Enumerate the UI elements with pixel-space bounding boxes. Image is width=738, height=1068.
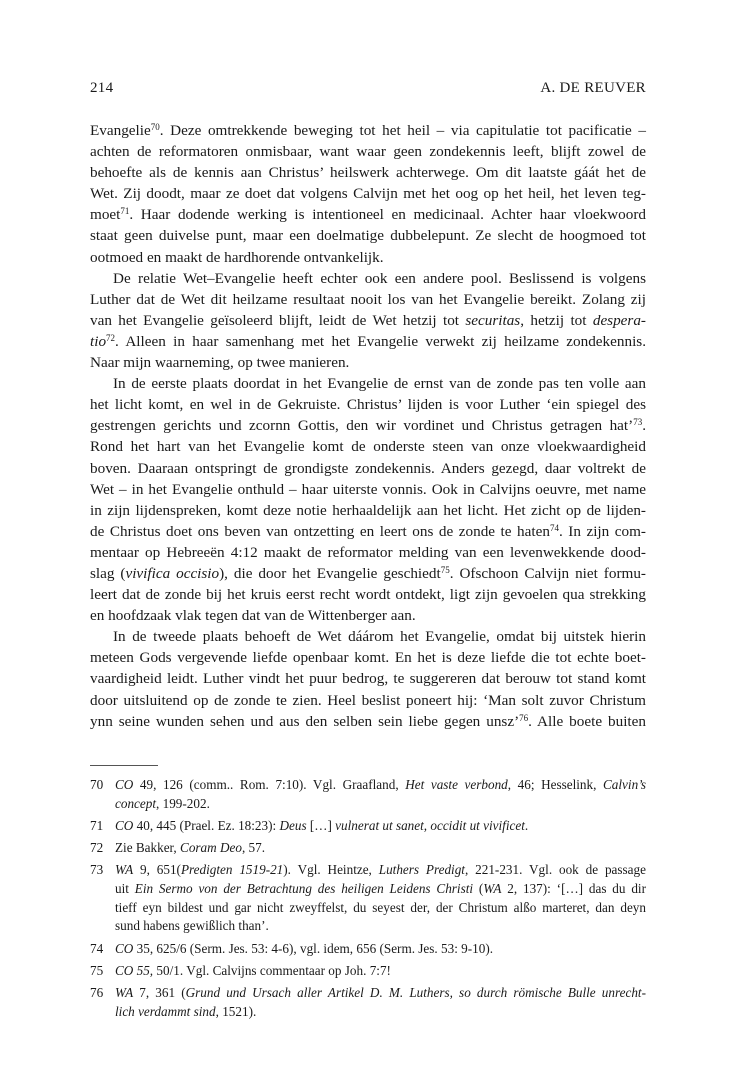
- footnote: [90, 962, 646, 981]
- text-line: mentaar op Hebreeën 4:12 maakt de reformator melding van een levenwekkende dood-: [90, 543, 646, 561]
- paragraph: [90, 120, 646, 268]
- page-number: 214: [90, 80, 114, 96]
- footnote-line: sund habens gewißlich than’.: [115, 918, 269, 934]
- text-line: meteen Gods vergevende liefde openbaar komt. En het is deze liefde die tot echte boet-: [90, 649, 646, 667]
- footnote: [90, 984, 646, 1021]
- text-line: het licht komt, en wel in de Gekruiste. Christus’ lijden is voor Luther ‘ein spiegel des: [90, 396, 646, 414]
- footnote-number: 75: [90, 962, 104, 978]
- footnote: [90, 776, 646, 813]
- paragraph: [90, 373, 646, 626]
- text-line: behoefte als de kennis aan Christus’ heilswerk achterwege. Om dit laatste gáát het de: [90, 164, 646, 182]
- text-line: tio$^{72}$. Alleen in haar samenhang met het Evangelie verwekt zij heilzame zondekennis.: [90, 332, 646, 350]
- text-line: van het Evangelie geïsoleerd blijft, leidt de Wet hetzij tot securitas, hetzij tot despera-: [90, 311, 646, 329]
- footnote: [90, 940, 646, 959]
- footnote-text: [115, 861, 646, 936]
- text-line: Wet – in het Evangelie onthuld – haar uiterste vonnis. Ook in Calvijns oeuvre, met name: [90, 480, 646, 498]
- text-line: Rond het hart van het Evangelie komt de onderste steen van onze vloekwaardigheid: [90, 438, 646, 456]
- footnote-text: [115, 839, 646, 858]
- footnote-line: lich verdammt sind, 1521).: [115, 1003, 257, 1019]
- footnote-number: 72: [90, 840, 104, 856]
- footnote-line: concept, 199-202.: [115, 795, 210, 811]
- footnote-line: uit Ein Sermo von der Betrachtung des heiligen Leidens Christi (WA 2, 137): ‘[…] das du dir: [115, 881, 646, 897]
- footnote-line: WA 7, 361 (Grund und Ursach aller Artikel D. M. Luthers, so durch römische Bulle unrecht-: [115, 985, 646, 1001]
- text-line: boven. Daaraan ontspringt de grondigste zondekennis. Anders gezegd, daar voltrekt de: [90, 459, 646, 477]
- text-line: door uitsluitend op de zonde te zien. Heel beslist poneert hij: ‘Man solt zuvor Christum: [90, 691, 646, 709]
- text-line: gestrengen gerichts und zcornn Gottis, den wir vordinet und Christus getragen hat’$^{73}$.: [90, 417, 646, 435]
- footnote-text: [115, 984, 646, 1021]
- text-line: leert dat de zonde bij het kruis eerst recht wordt ontdekt, ligt zijn gevoelen qua strekking: [90, 586, 646, 604]
- footnote-number: 70: [90, 777, 104, 792]
- footnote-line: CO 35, 625/6 (Serm. Jes. 53: 4-6), vgl. idem, 656 (Serm. Jes. 53: 9-10).: [115, 940, 494, 956]
- text-line: de Christus doet ons beven van ontzetting en leert ons de zonde te haten$^{74}$. In zijn com-: [90, 522, 646, 540]
- footnote-number: 73: [90, 862, 104, 878]
- text-line: De relatie Wet–Evangelie heeft echter ook een andere pool. Beslissend is volgens: [113, 269, 646, 287]
- text-line: ootmoed en maakt de hardhorende ontvankelijk.: [90, 248, 384, 266]
- paragraph: [90, 268, 646, 373]
- text-line: in zijn lijdenspreken, komt deze notie herhaaldelijk aan het licht. Het zicht op de lijden-: [90, 501, 646, 519]
- footnote-line: WA 9, 651(Predigten 1519-21). Vgl. Heintze, Luthers Predigt, 221-231. Vgl. ook de passage: [115, 862, 646, 878]
- text-line: staat geen duivelse punt, maar een doelmatige dubbelepunt. Ze slecht de hoogmoed tot: [90, 227, 646, 245]
- text-line: moet$^{71}$. Haar dodende werking is intentioneel en medicinaal. Achter haar vloekwoord: [90, 206, 646, 224]
- text-line: Evangelie$^{70}$. Deze omtrekkende beweging tot het heil – via capitulatie tot pacificatie –: [90, 122, 646, 139]
- footnotes: [90, 776, 646, 1025]
- footnote-number: 76: [90, 985, 104, 1001]
- footnote-line: Zie Bakker, Coram Deo, 57.: [115, 840, 266, 856]
- footnote-text: [115, 776, 646, 813]
- footnote: [90, 839, 646, 858]
- text-line: Luther dat de Wet dit heilzame resultaat nooit los van het Evangelie bereikt. Zolang zij: [90, 290, 646, 308]
- body-text: [90, 120, 646, 732]
- footnote: [90, 817, 646, 836]
- paragraph: [90, 626, 646, 731]
- footnote-line: CO 40, 445 (Prael. Ez. 18:23): Deus […] vulnerat ut sanet, occidit ut vivificet.: [115, 817, 529, 833]
- footnote-text: [115, 817, 646, 836]
- running-head: A. DE REUVER: [540, 80, 646, 96]
- text-line: ynn seine wunden sehen und aus den selben sein liebe gegen unsz’$^{76}$. Alle boete buiten: [90, 712, 646, 730]
- text-line: slag (vivifica occisio), die door het Evangelie geschiedt$^{75}$. Ofschoon Calvijn niet formu-: [90, 564, 646, 582]
- footnote-text: [115, 940, 646, 959]
- footnote-number: 74: [90, 940, 104, 956]
- text-line: en hoofdzaak vlak tegen dat van de Wittenberger aan.: [90, 607, 416, 625]
- footnote-line: CO 55, 50/1. Vgl. Calvijns commentaar op Joh. 7:7!: [115, 962, 391, 978]
- text-line: In de tweede plaats behoeft de Wet dáárom het Evangelie, omdat bij uitstek hierin: [113, 628, 646, 646]
- footnote-text: [115, 962, 646, 981]
- footnote: [90, 861, 646, 936]
- footnote-number: 71: [90, 817, 104, 833]
- footnote-rule: [90, 765, 158, 766]
- footnote-line: CO 49, 126 (comm.. Rom. 7:10). Vgl. Graafland, Het vaste verbond, 46; Hesselink, Calvin’s: [115, 777, 646, 792]
- text-line: achten de reformatoren onmisbaar, want waar geen zondekennis leeft, blijft zowel de: [90, 143, 646, 161]
- text-line: Wet. Zij doodt, maar ze doet dat volgens Calvijn met het oog op het heil, het leven teg-: [90, 185, 646, 203]
- text-line: In de eerste plaats doordat in het Evangelie de ernst van de zonde pas ten volle aan: [113, 375, 646, 393]
- text-line: vaardigheid leidt. Luther vindt het puur bedrog, te suggereren dat berouw tot stand komt: [90, 670, 646, 688]
- text-line: Naar mijn waarneming, op twee manieren.: [90, 354, 350, 372]
- footnote-line: tieff eyn bildest und gar nicht zweyffelst, du seyest der, der Christum alßo marteret, dan deyn: [115, 899, 646, 915]
